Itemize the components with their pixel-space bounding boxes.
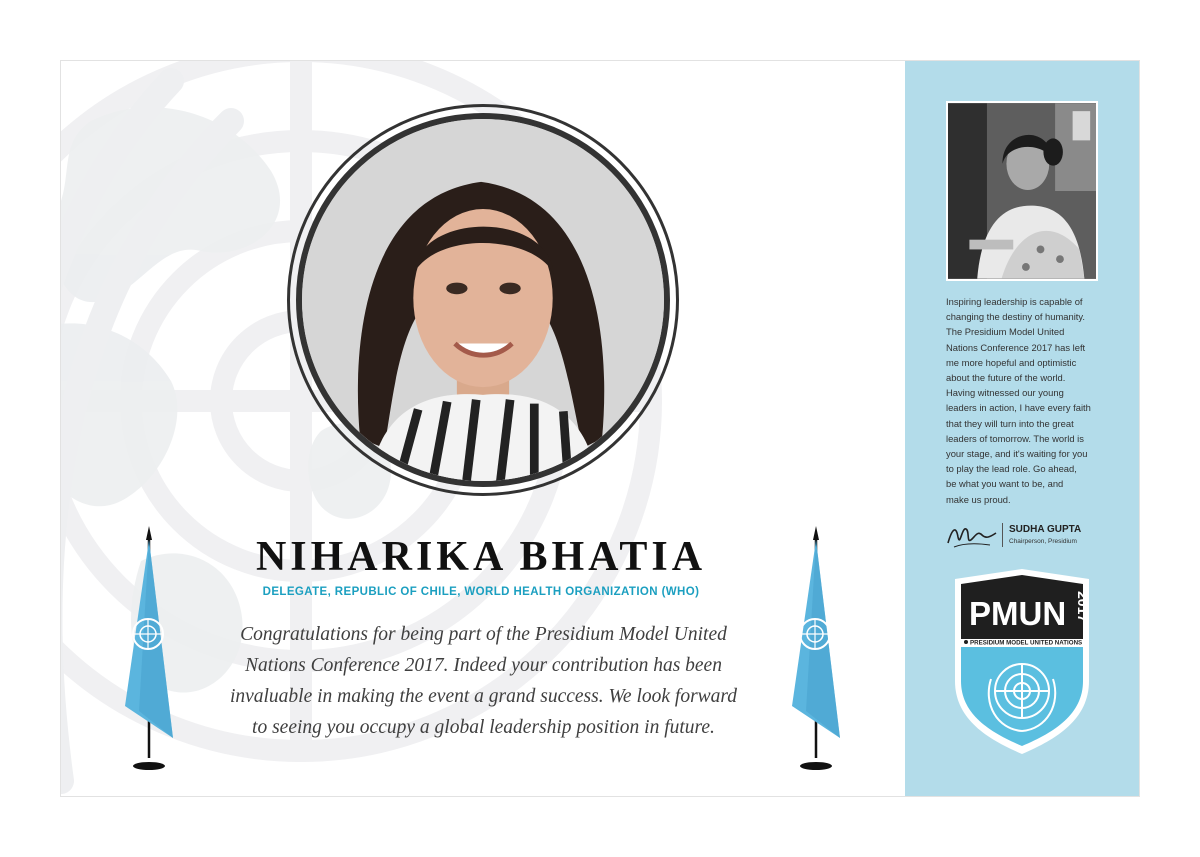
un-flag-left-icon: [119, 526, 179, 771]
chairperson-photo-icon: [948, 103, 1096, 279]
delegate-portrait: [296, 113, 670, 487]
chairperson-photo: [946, 101, 1098, 281]
quote-line: The Presidium Model United: [946, 326, 1065, 338]
delegate-photo-icon: [302, 119, 664, 481]
quote-line: to play the lead role. Go ahead,: [946, 463, 1077, 475]
message-line: Nations Conference 2017. Indeed your contribution has been: [245, 655, 722, 676]
quote-line: that they will turn into the great: [946, 417, 1074, 429]
congratulations-message: [201, 619, 766, 743]
quote-line: Having witnessed our young: [946, 387, 1064, 399]
signatory-title: Chairperson, Presidium: [1009, 538, 1077, 545]
logo-year: 2017: [1075, 591, 1091, 623]
certificate: [60, 60, 1140, 797]
signature-icon: [946, 521, 998, 551]
quote-line: make us proud.: [946, 493, 1011, 505]
chairperson-sidebar: [905, 61, 1140, 797]
quote-line: your stage, and it's waiting for you: [946, 448, 1088, 460]
quote-line: leaders in action, I have every faith: [946, 402, 1091, 414]
un-flag-right-icon: [786, 526, 846, 771]
quote-line: Nations Conference 2017 has left: [946, 341, 1086, 353]
signature-divider: [1002, 523, 1003, 547]
logo-wordmark: PMUN: [969, 595, 1067, 632]
message-line: to seeing you occupy a global leadership position in future.: [252, 717, 715, 738]
chairperson-quote: [946, 294, 1096, 507]
message-line: Congratulations for being part of the Presidium Model United: [240, 624, 727, 645]
quote-line: about the future of the world.: [946, 372, 1066, 384]
pmun-logo: [947, 569, 1097, 754]
recipient-name: NIHARIKA BHATIA: [255, 534, 707, 580]
quote-line: Inspiring leadership is capable of: [946, 296, 1083, 307]
recipient-role: DELEGATE, REPUBLIC OF CHILE, WORLD HEALTH ORGANIZATION (WHO): [262, 586, 700, 598]
logo-tagline: PRESIDIUM MODEL UNITED NATIONS: [970, 639, 1083, 647]
quote-line: me more hopeful and optimistic: [946, 356, 1077, 368]
signatory-name: SUDHA GUPTA: [1009, 524, 1082, 535]
signature-block: [946, 521, 1116, 551]
quote-line: changing the destiny of humanity.: [946, 311, 1085, 323]
quote-line: be what you want to be, and: [946, 478, 1064, 490]
message-line: invaluable in making the event a grand success. We look forward: [229, 686, 738, 707]
quote-line: leaders of tomorrow. The world is: [946, 432, 1084, 444]
